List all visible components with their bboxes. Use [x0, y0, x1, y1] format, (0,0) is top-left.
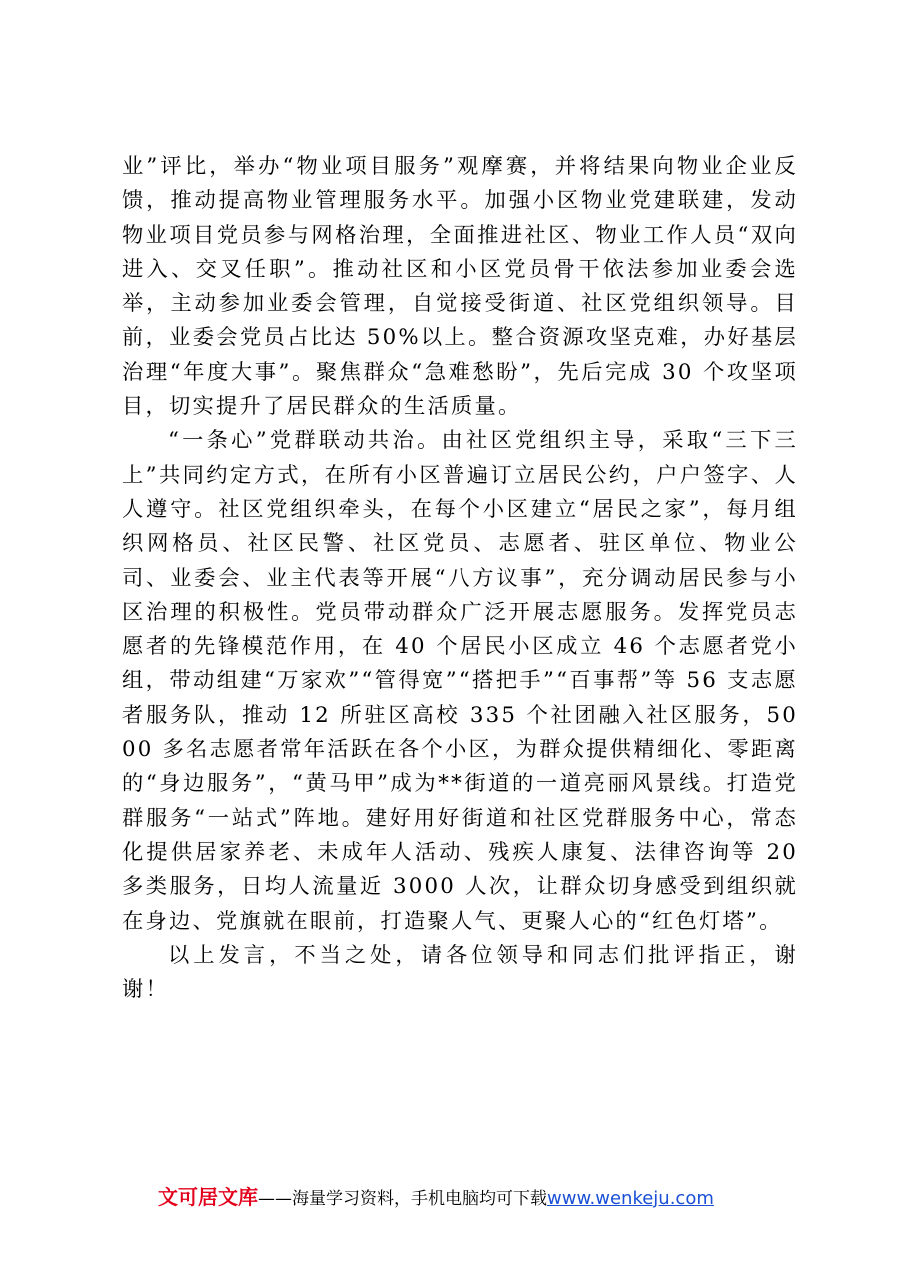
document-body: [122, 150, 798, 1007]
footer-url-link[interactable]: www.wenkeju.com: [547, 1188, 714, 1209]
footer-brand: 文可居文库: [158, 1185, 258, 1209]
paragraph-property-management: 业”评比，举办“物业项目服务”观摩赛，并将结果向物业企业反馈，推动提高物业管理服务水平。加强小区物业党建联建，发动物业项目党员参与网格治理，全面推进社区、物业工作人员“双向进入、交叉任职”。推动社区和小区党员骨干依法参加业委会选举，主动参加业委会管理，自觉接受街道、社区党组织领导。目前，业委会党员占比达 50%以上。整合资源攻坚克难，办好基层治理“年度大事”。聚焦群众“急难愁盼”，先后完成 30 个攻坚项目，切实提升了居民群众的生活质量。: [122, 154, 798, 420]
footer-tagline: ——海量学习资料，手机电脑均可下载: [258, 1189, 547, 1209]
paragraph-party-mass-cogovernance: “一条心”党群联动共治。由社区党组织主导，采取“三下三上”共同约定方式，在所有小区普遍订立居民公约，户户签字、人人遵守。社区党组织牵头，在每个小区建立“居民之家”，每月组织网格员、社区民警、社区党员、志愿者、驻区单位、物业公司、业委会、业主代表等开展“八方议事”，充分调动居民参与小区治理的积极性。党员带动群众广泛开展志愿服务。发挥党员志愿者的先锋模范作用，在 40 个居民小区成立 46 个志愿者党小组，带动组建“万家欢”“管得宽”“搭把手”“百事帮”等 56 支志愿者服务队，推动 12 所驻区高校 335 个社团融入社区服务，5000 多名志愿者常年活跃在各个小区，为群众提供精细化、零距离的“身边服务”，“黄马甲”成为**街道的一道亮丽风景线。打造党群服务“一站式”阵地。建好用好街道和社区党群服务中心，常态化提供居家养老、未成年人活动、残疾人康复、法律咨询等 20 多类服务，日均人流量近 3000 人次，让群众切身感受到组织就在身边、党旗就在眼前，打造聚人气、更聚人心的“红色灯塔”。: [122, 428, 798, 934]
paragraph-closing-remarks: 以上发言，不当之处，请各位领导和同志们批评指正，谢谢！: [122, 942, 798, 1003]
footer-banner: [158, 1183, 778, 1213]
